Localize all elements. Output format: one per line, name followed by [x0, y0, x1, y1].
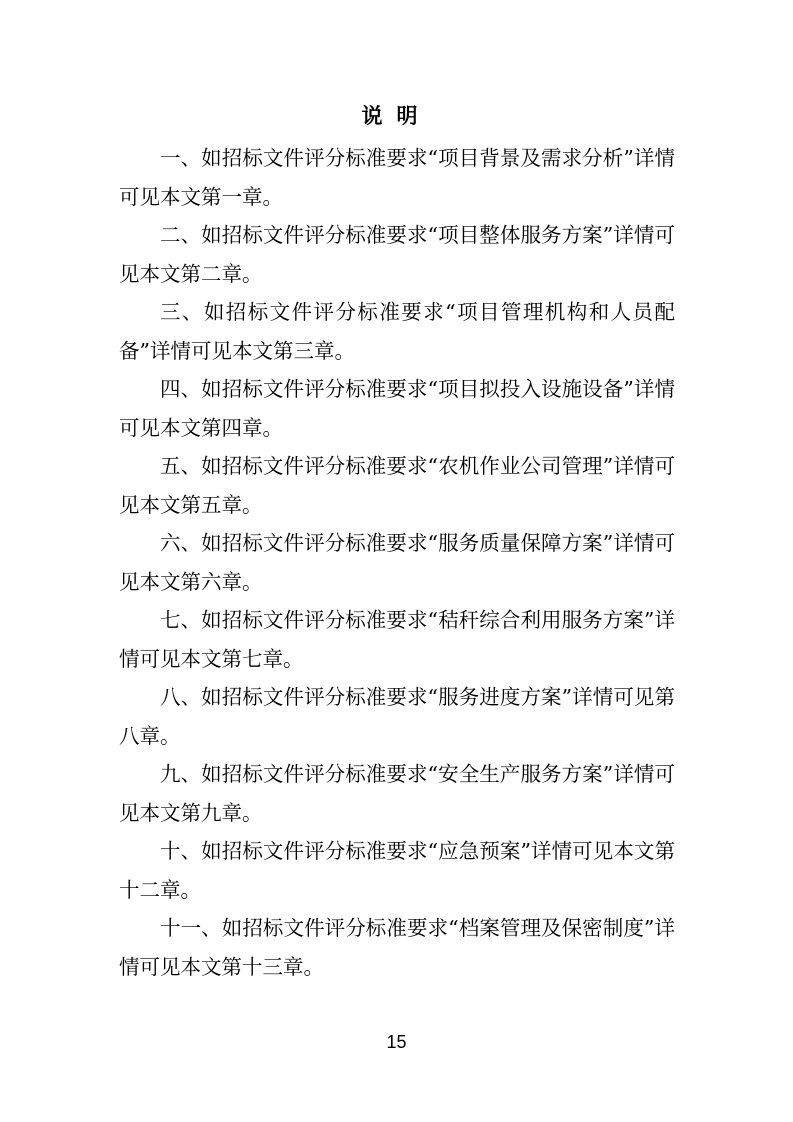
- paragraph-9: 九、如招标文件评分标准要求“安全生产服务方案”详情可见本文第九章。: [119, 762, 675, 825]
- document-body: [119, 139, 675, 986]
- paragraph-4: 四、如招标文件评分标准要求“项目拟投入设施设备”详情可见本文第四章。: [119, 377, 675, 440]
- paragraph-5: 五、如招标文件评分标准要求“农机作业公司管理”详情可见本文第五章。: [119, 454, 675, 517]
- paragraph-3: 三、如招标文件评分标准要求“项目管理机构和人员配备”详情可见本文第三章。: [119, 300, 675, 363]
- paragraph-6: 六、如招标文件评分标准要求“服务质量保障方案”详情可见本文第六章。: [119, 531, 675, 594]
- paragraph-7: 七、如招标文件评分标准要求“秸秆综合利用服务方案”详情可见本文第七章。: [119, 608, 675, 671]
- paragraph-2: 二、如招标文件评分标准要求“项目整体服务方案”详情可见本文第二章。: [119, 223, 675, 286]
- paragraph-10: 十、如招标文件评分标准要求“应急预案”详情可见本文第十二章。: [119, 839, 675, 902]
- page-number: 15: [386, 1032, 407, 1052]
- paragraph-11: 十一、如招标文件评分标准要求“档案管理及保密制度”详情可见本文第十三章。: [119, 916, 675, 979]
- paragraph-8: 八、如招标文件评分标准要求“服务进度方案”详情可见第八章。: [119, 685, 675, 748]
- page-title: 说明: [361, 104, 432, 128]
- paragraph-1: 一、如招标文件评分标准要求“项目背景及需求分析”详情可见本文第一章。: [119, 146, 675, 209]
